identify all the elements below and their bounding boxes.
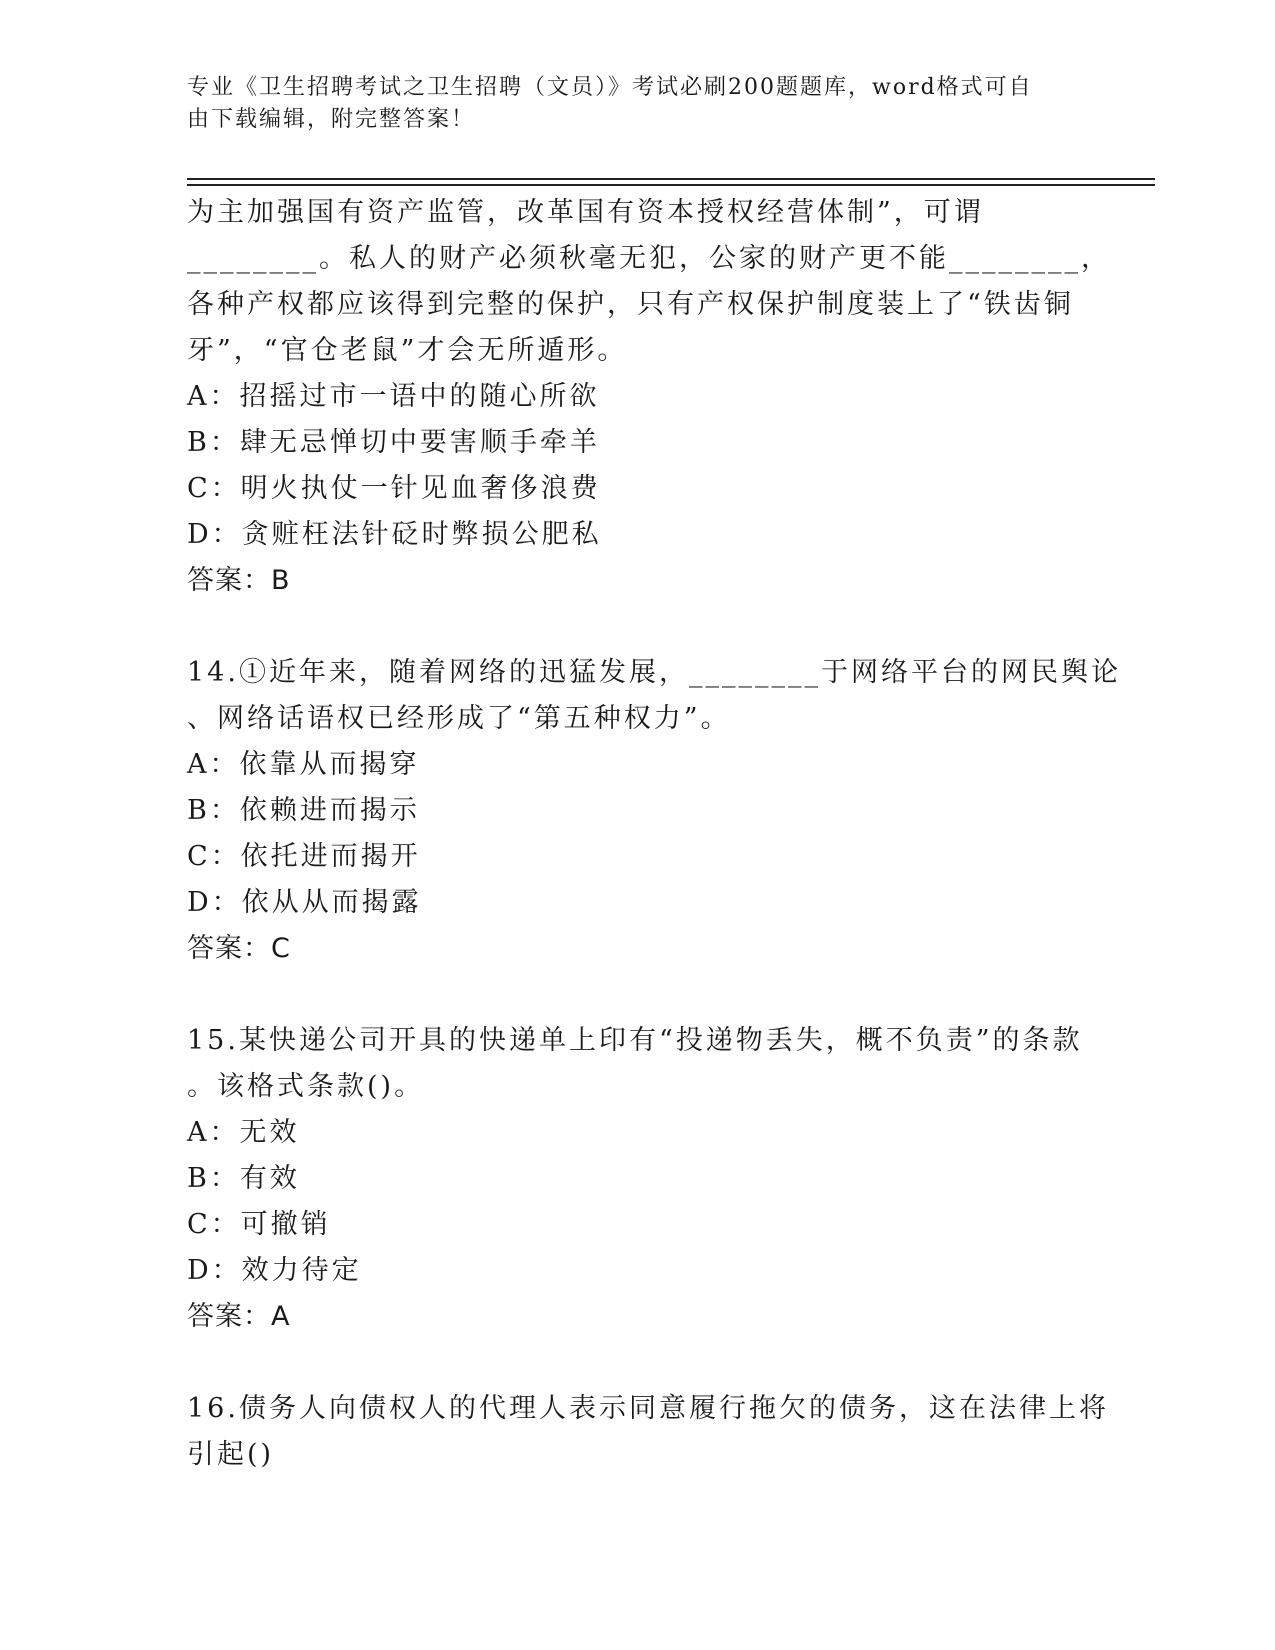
option-b: B：肆无忌惮切中要害顺手牵羊 <box>187 427 600 458</box>
question-stem-line: ________。私人的财产必须秋毫无犯，公家的财产更不能________， <box>187 243 1111 274</box>
answer-label: 答案：B <box>187 565 291 596</box>
answer-label: 答案：C <box>187 933 291 964</box>
document-header <box>187 72 1067 136</box>
question-16 <box>187 1386 1109 1478</box>
header-title-line-2: 由下载编辑，附完整答案！ <box>187 107 476 132</box>
option-d: D：效力待定 <box>187 1255 362 1286</box>
option-b: B：有效 <box>187 1163 300 1194</box>
header-divider-bottom <box>187 184 1155 186</box>
option-d: D：贪赃枉法针砭时弊损公肥私 <box>187 519 602 550</box>
option-a: A：无效 <box>187 1117 300 1148</box>
header-title-line-1: 专业《卫生招聘考试之卫生招聘（文员）》考试必刷200题题库，word格式可自 <box>187 75 1033 100</box>
option-c: C：明火执仗一针见血奢侈浪费 <box>187 473 601 504</box>
header-divider-top <box>187 178 1155 180</box>
option-b: B：依赖进而揭示 <box>187 795 420 826</box>
question-15 <box>187 1018 1087 1340</box>
option-c: C：可撤销 <box>187 1209 331 1240</box>
question-stem-line: 牙”，“官仓老鼠”才会无所遁形。 <box>187 335 628 366</box>
question-stem-line: 为主加强国有资产监管，改革国有资本授权经营体制”，可谓 <box>187 197 984 228</box>
question-stem-line: 。该格式条款()。 <box>187 1071 425 1102</box>
question-stem-line: 各种产权都应该得到完整的保护，只有产权保护制度装上了“铁齿铜 <box>187 289 1074 320</box>
answer-label: 答案：A <box>187 1301 291 1332</box>
question-stem-line: 14.①近年来，随着网络的迅猛发展，________于网络平台的网民舆论 <box>187 657 1121 688</box>
spacer <box>187 972 1087 1018</box>
option-c: C：依托进而揭开 <box>187 841 421 872</box>
spacer <box>187 604 1087 650</box>
question-stem-line: 16.债务人向债权人的代理人表示同意履行拖欠的债务，这在法律上将 <box>187 1393 1109 1424</box>
question-stem-line: 、网络话语权已经形成了“第五种权力”。 <box>187 703 731 734</box>
question-stem-line: 15.某快递公司开具的快递单上印有“投递物丢失，概不负责”的条款 <box>187 1025 1083 1056</box>
option-a: A：招摇过市一语中的随心所欲 <box>187 381 600 412</box>
option-a: A：依靠从而揭穿 <box>187 749 420 780</box>
question-14 <box>187 650 1121 972</box>
question-13 <box>187 190 1111 604</box>
spacer <box>187 1340 1087 1386</box>
question-stem-line: 引起() <box>187 1439 275 1470</box>
question-list <box>187 190 1121 1478</box>
option-d: D：依从从而揭露 <box>187 887 422 918</box>
